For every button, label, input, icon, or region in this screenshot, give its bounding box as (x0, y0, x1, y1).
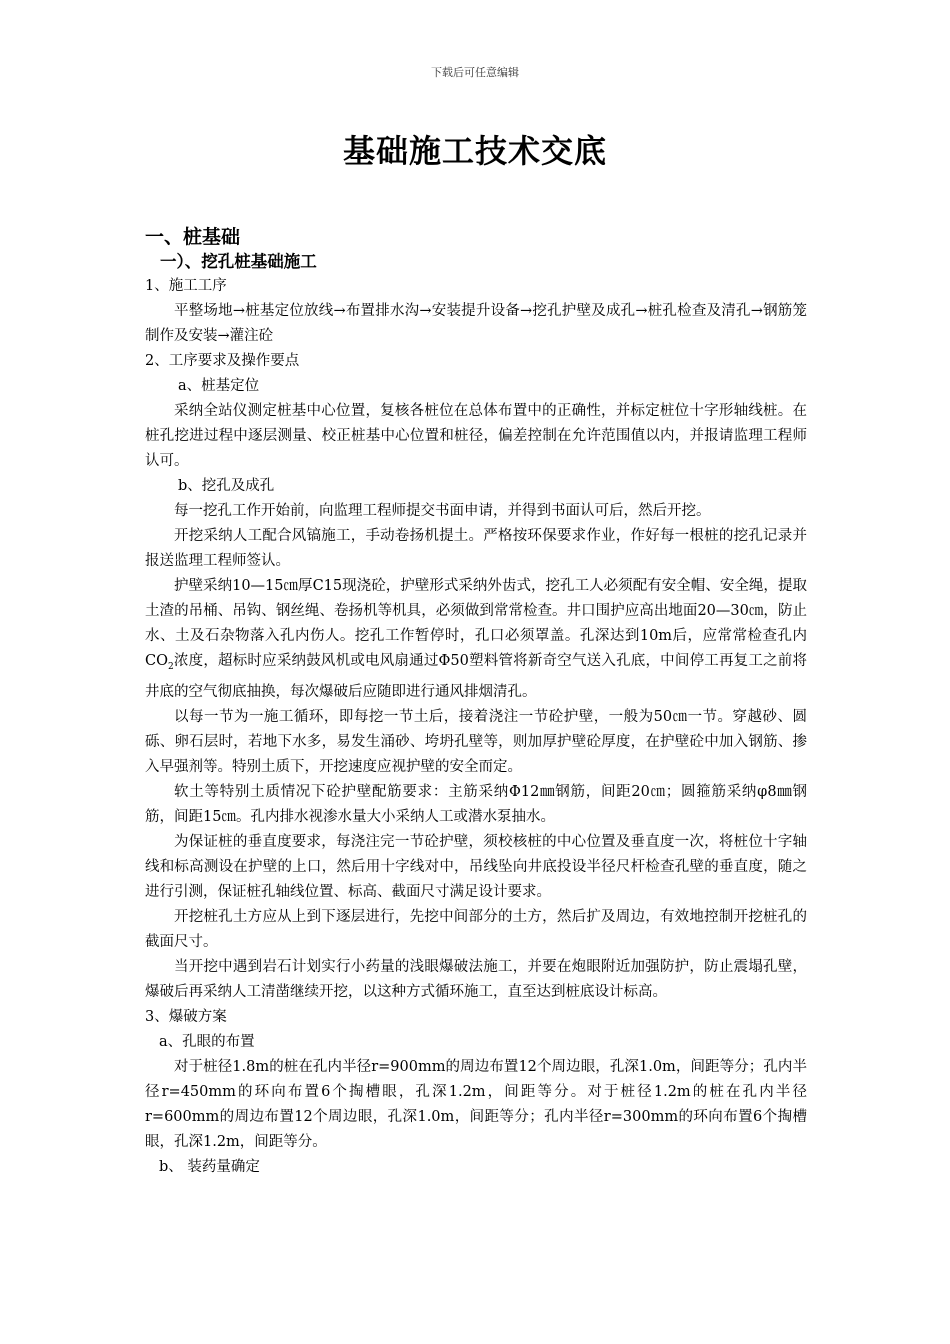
paragraph: 采纳全站仪测定桩基中心位置，复核各桩位在总体布置中的正确性，并标定桩位十字形轴线桩。在桩孔挖进过程中逐层测量、校正桩基中心位置和桩径，偏差控制在允许范围值以内，并报请监理工程师认可。 (145, 403, 807, 469)
paragraph: 对于桩径1.8m的桩在孔内半径r=900mm的周边布置12个周边眼，孔深1.0m，间距等分；孔内半径r=450mm的环向布置6个掏槽眼，孔深1.2m，间距等分。对于桩径1.2m的桩在孔内半径r=600mm的周边布置12个周边眼，孔深1.0m，间距等分；孔内半径r=300mm的环向布置6个掏槽眼，孔深1.2m，间距等分。 (145, 1058, 807, 1150)
paragraph: 软土等特别土质情况下砼护壁配筋要求：主筋采纳Φ12㎜钢筋，间距20㎝；圆箍筋采纳φ8㎜钢筋，间距15㎝。孔内排水视渗水量大小采纳人工或潜水泵抽水。 (145, 783, 807, 825)
document-body (145, 274, 807, 1180)
paragraph: 开挖桩孔土方应从上到下逐层进行，先挖中间部分的土方，然后扩及周边，有效地控制开挖桩孔的截面尺寸。 (145, 908, 807, 950)
item-heading: b、 装药量确定 (159, 1158, 260, 1175)
paragraph: 每一挖孔工作开始前，向监理工程师提交书面申请，并得到书面认可后，然后开挖。 (174, 503, 711, 519)
step-heading: 2、工序要求及操作要点 (145, 353, 300, 369)
item-heading: a、孔眼的布置 (159, 1033, 255, 1050)
step-heading: 3、爆破方案 (145, 1008, 227, 1025)
step-heading: 1、施工工序 (145, 278, 227, 294)
paragraph: 开挖采纳人工配合风镐施工，手动卷扬机提土。严格按环保要求作业，作好每一根桩的挖孔记录并报送监理工程师签认。 (145, 528, 807, 569)
paragraph: 平整场地→桩基定位放线→布置排水沟→安装提升设备→挖孔护壁及成孔→桩孔检查及清孔→钢筋笼制作及安装→灌注砼 (145, 303, 807, 344)
paragraph: 当开挖中遇到岩石计划实行小药量的浅眼爆破法施工，并要在炮眼附近加强防护，防止震塌孔壁，爆破后再采纳人工清凿继续开挖，以这种方式循环施工，直至达到桩底设计标高。 (145, 958, 807, 1000)
subsection-heading: 一）、挖孔桩基础施工 (160, 252, 317, 271)
paragraph: 为保证桩的垂直度要求，每浇注完一节砼护壁，须校核桩的中心位置及垂直度一次，将桩位十字轴线和标高测设在护壁的上口，然后用十字线对中，吊线坠向井底投设半径尺杆检查孔壁的垂直度，随之进行引测，保证桩孔轴线位置、标高、截面尺寸满足设计要求。 (145, 833, 807, 900)
section-heading: 一、桩基础 (145, 226, 241, 248)
paragraph-text: 浓度，超标时应采纳鼓风机或电风扇通过Φ50塑料管将新奇空气送入孔底，中间停工再复工之前将井底的空气彻底抽换，每次爆破后应随即进行通风排烟清孔。 (145, 653, 807, 700)
document-title: 基础施工技术交底 (342, 132, 607, 170)
item-heading: a、桩基定位 (178, 378, 260, 394)
paragraph (145, 574, 807, 705)
paragraph-text: 护壁采纳10—15㎝厚C15现浇砼，护壁形式采纳外齿式，挖孔工人必须配有安全帽、安全绳，提取土渣的吊桶、吊钩、钢丝绳、卷扬机等机具，必须做到常常检查。井口围护应高出地面20—30㎝，防止水、土及石杂物落入孔内伤人。挖孔工作暂停时，孔口必须罩盖。孔深达到10m后，应常常检查孔内CO (145, 578, 807, 669)
paragraph: 以每一节为一施工循环，即每挖一节土后，接着浇注一节砼护壁，一般为50㎝一节。穿越砂、圆砾、卵石层时，若地下水多，易发生涌砂、垮坍孔壁等，则加厚护壁砼厚度，在护壁砼中加入钢筋、掺入早强剂等。特别土质下，开挖速度应视护壁的安全而定。 (145, 708, 807, 775)
subscript: 2 (167, 661, 174, 672)
page-header: 下载后可任意编辑 (431, 66, 519, 79)
item-heading: b、挖孔及成孔 (178, 478, 275, 494)
